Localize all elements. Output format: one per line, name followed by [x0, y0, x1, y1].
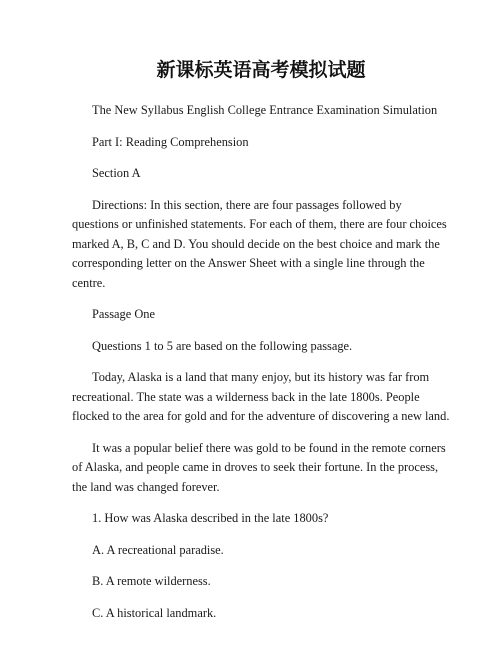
passage-label: Passage One: [92, 307, 155, 321]
option-c: C. A historical landmark.: [92, 605, 217, 620]
questions-intro: Questions 1 to 5 are based on the following passage.: [92, 338, 353, 353]
directions-paragraph: Directions: In this section, there are four passages followed by questions or unfinished statements. For each of them, there are four choices marked A, B, C and D. You should decide on the best choice and mark the corresponding letter on the Answer Sheet with a single line through the centre.: [72, 197, 447, 290]
part-heading: Part I: Reading Comprehension: [92, 134, 249, 149]
subtitle: The New Syllabus English College Entrance Examination Simulation: [92, 103, 438, 117]
passage-paragraph-2: It was a popular belief there was gold to be found in the remote corners of Alaska, and people came in droves to seek their fortune. In the process, the land was changed forever.: [72, 440, 446, 494]
question-1: 1. How was Alaska described in the late 1800s?: [92, 511, 329, 525]
passage-paragraph-1: Today, Alaska is a land that many enjoy, but its history was far from recreational. The state was a wilderness back in the late 1800s. People flocked to the area for gold and for the adventure of discovering a new land.: [72, 370, 450, 423]
option-a: A. A recreational paradise.: [92, 542, 224, 557]
page-title: 新课标英语高考模拟试题: [156, 59, 366, 81]
section-heading: Section A: [92, 166, 141, 180]
option-b: B. A remote wilderness.: [92, 574, 211, 588]
